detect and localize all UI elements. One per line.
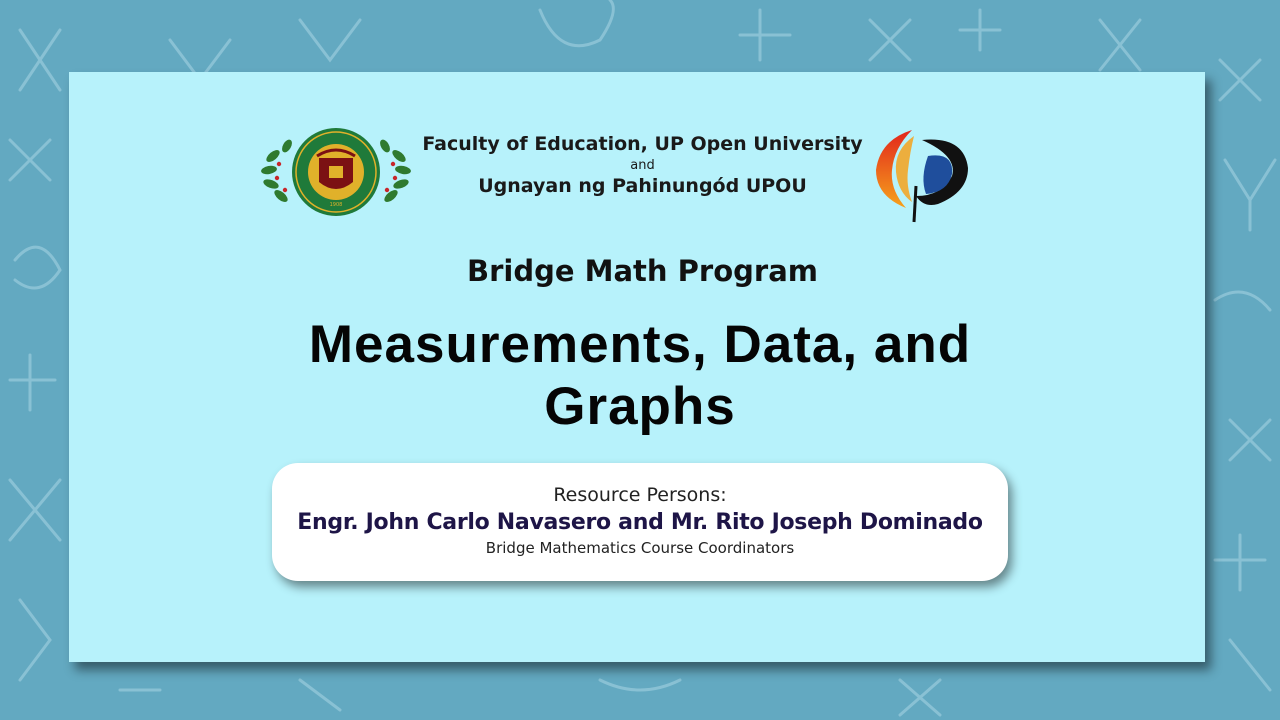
session-title bbox=[190, 314, 1090, 438]
organization-line1: Faculty of Education, UP Open University bbox=[422, 133, 863, 155]
resource-persons-names: Engr. John Carlo Navasero and Mr. Rito Joseph Dominado bbox=[297, 510, 983, 535]
resource-persons-label: Resource Persons: bbox=[553, 484, 727, 506]
up-open-university-seal bbox=[259, 126, 413, 220]
session-title-line2: Graphs bbox=[544, 377, 736, 436]
seal-year: 1908 bbox=[329, 202, 343, 208]
resource-persons-role: Bridge Mathematics Course Coordinators bbox=[485, 539, 795, 557]
organization-line2: and bbox=[630, 158, 655, 173]
organization-header bbox=[415, 130, 870, 200]
upou-pahinungod-logo-icon bbox=[872, 126, 972, 224]
organization-line3: Ugnayan ng Pahinungód UPOU bbox=[478, 175, 807, 197]
resource-persons-panel bbox=[272, 463, 1008, 581]
program-name: Bridge Math Program bbox=[467, 254, 818, 288]
session-title-line1: Measurements, Data, and bbox=[308, 315, 972, 374]
